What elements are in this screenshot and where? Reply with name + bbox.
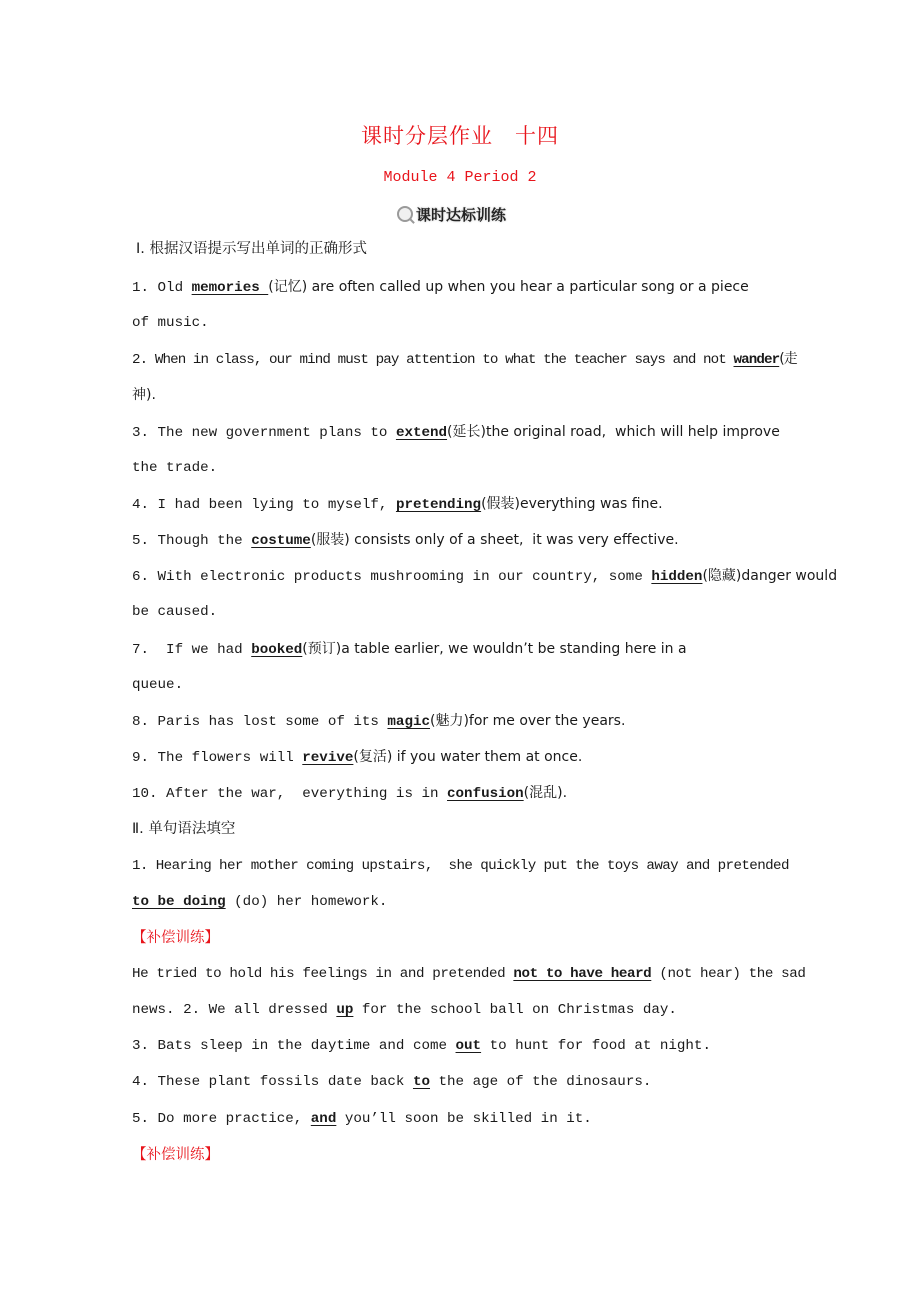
list-item: 8. Paris has lost some of its magic(魅力)for me over the years. bbox=[132, 713, 626, 730]
list-item: news. 2. We all dressed up for the school ball on Christmas day. bbox=[132, 1002, 677, 1018]
list-item: 3. Bats sleep in the daytime and come out to hunt for food at night. bbox=[132, 1038, 711, 1054]
list-item-continuation: to be doing (do) her homework. bbox=[132, 894, 388, 910]
list-item-continuation: the trade. bbox=[132, 460, 218, 476]
list-item-continuation: be caused. bbox=[132, 604, 218, 620]
answer: up bbox=[336, 1002, 354, 1018]
list-item-continuation: 神). bbox=[132, 387, 156, 403]
section-banner bbox=[397, 203, 506, 225]
list-item: 7. If we had booked(预订)a table earlier, we wouldn’t be standing here in a bbox=[132, 641, 687, 658]
list-item: 1. Old memories (记忆) are often called up when you hear a particular song or a piece bbox=[132, 279, 749, 296]
section2-heading: Ⅱ. 单句语法填空 bbox=[132, 821, 236, 837]
page-subtitle: Module 4 Period 2 bbox=[383, 169, 537, 186]
answer: booked bbox=[251, 642, 303, 658]
list-item: 4. I had been lying to myself, pretending(假装)everything was fine. bbox=[132, 496, 663, 513]
answer: confusion bbox=[447, 786, 524, 802]
list-item: 1. Hearing her mother coming upstairs, she quickly put the toys away and pretended bbox=[132, 858, 789, 874]
answer: magic bbox=[387, 714, 430, 730]
answer: pretending bbox=[395, 497, 482, 513]
list-item: 2. When in class, our mind must pay attention to what the teacher says and not wander(走 bbox=[132, 351, 797, 368]
list-item-continuation: queue. bbox=[132, 677, 184, 693]
supplement-label: 【补偿训练】 bbox=[132, 930, 219, 946]
answer: wander bbox=[733, 352, 780, 368]
page-title bbox=[0, 120, 920, 150]
answer: revive bbox=[302, 750, 354, 766]
answer: hidden bbox=[651, 569, 703, 585]
title-number: 十四 bbox=[515, 124, 559, 148]
list-item: 4. These plant fossils date back to the age of the dinosaurs. bbox=[132, 1074, 652, 1090]
list-item: 3. The new government plans to extend(延长)the original road, which will help improve bbox=[132, 424, 780, 441]
banner-text: 课时达标训练 bbox=[416, 205, 507, 224]
list-item: He tried to hold his feelings in and pretended not to have heard (not hear) the sad bbox=[132, 966, 806, 982]
magnifier-icon bbox=[397, 206, 413, 222]
answer: extend bbox=[395, 425, 448, 441]
list-item: 10. After the war, everything is in confusion(混乱). bbox=[132, 785, 568, 802]
supplement-label: 【补偿训练】 bbox=[132, 1147, 219, 1163]
answer: not to have heard bbox=[513, 966, 652, 982]
answer: memories bbox=[191, 280, 269, 296]
list-item: 5. Though the costume(服装) consists only of a sheet, it was very effective. bbox=[132, 532, 679, 549]
title-main: 课时分层作业 bbox=[361, 124, 493, 148]
section1-heading: Ⅰ. 根据汉语提示写出单词的正确形式 bbox=[136, 241, 367, 257]
list-item: 9. The flowers will revive(复活) if you water them at once. bbox=[132, 749, 583, 766]
answer: to be doing bbox=[132, 894, 226, 910]
answer: to bbox=[412, 1074, 430, 1090]
answer: costume bbox=[251, 533, 311, 549]
list-item-continuation: of music. bbox=[132, 315, 209, 331]
list-item: 6. With electronic products mushrooming in our country, some hidden(隐藏)danger would bbox=[132, 568, 838, 585]
answer: and bbox=[310, 1111, 337, 1127]
list-item: 5. Do more practice, and you’ll soon be skilled in it. bbox=[132, 1111, 592, 1127]
answer: out bbox=[455, 1038, 482, 1054]
